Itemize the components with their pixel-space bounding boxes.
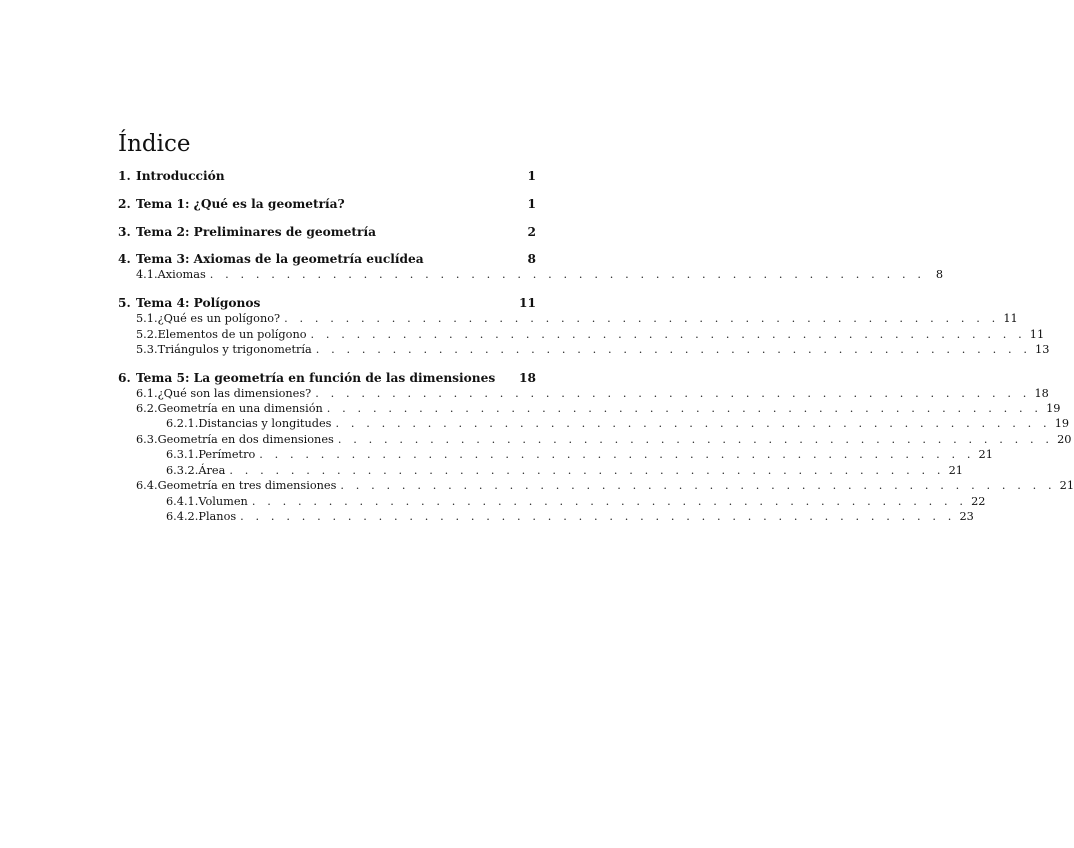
- toc-label: Tema 2: Preliminares de geometría: [136, 225, 376, 239]
- leader-dots: . . . . . . . . . . . . . . . . . . . . . . . . . . . . . . . . . . . . . . . . . . . . . . .: [209, 268, 926, 281]
- toc-entry-5-3[interactable]: [136, 342, 1050, 358]
- toc-page-number: 8: [527, 252, 536, 266]
- toc-entry-2[interactable]: [118, 196, 536, 212]
- toc-entry-4[interactable]: [118, 251, 536, 267]
- toc-number: 6.1.: [136, 387, 158, 400]
- toc-page-number: 2: [527, 225, 536, 239]
- toc-number: 5.3.: [136, 343, 158, 356]
- toc-page-number: 21: [1059, 479, 1074, 492]
- toc-label: Geometría en una dimensión: [157, 402, 323, 415]
- leader-dots: . . . . . . . . . . . . . . . . . . . . . . . . . . . . . . . . . . . . . . . . . . . . . . .: [315, 387, 1031, 400]
- toc-entry-5[interactable]: [118, 295, 536, 311]
- toc-entry-6-3-2[interactable]: [166, 463, 963, 479]
- toc-number: 6.3.: [136, 433, 158, 446]
- toc-label: Planos: [198, 510, 237, 523]
- toc-page-number: 11: [519, 296, 536, 310]
- toc-entry-5-1[interactable]: [136, 311, 1018, 327]
- toc-entry-6[interactable]: [118, 370, 536, 386]
- toc-entry-6-2-1[interactable]: [166, 416, 1070, 432]
- toc-page-number: 18: [1034, 387, 1049, 400]
- toc-entry-1[interactable]: [118, 168, 536, 184]
- toc-page-number: 19: [1046, 402, 1061, 415]
- toc-label: ¿Qué son las dimensiones?: [157, 387, 312, 400]
- toc-page-number: 11: [1003, 312, 1018, 325]
- leader-dots: . . . . . . . . . . . . . . . . . . . . . . . . . . . . . . . . . . . . . . . . . . . . . . .: [259, 448, 975, 461]
- toc-entry-3[interactable]: [118, 224, 536, 240]
- toc-label: ¿Qué es un polígono?: [157, 312, 281, 325]
- toc-label: Elementos de un polígono: [157, 328, 307, 341]
- toc-number: 1.: [118, 169, 131, 183]
- toc-page-number: 21: [948, 464, 963, 477]
- toc-label: Tema 4: Polígonos: [136, 296, 261, 310]
- toc-label: Distancias y longitudes: [198, 417, 332, 430]
- toc-number: 6.4.: [136, 479, 158, 492]
- toc-number: 3.: [118, 225, 131, 239]
- toc-label: Introducción: [136, 169, 225, 183]
- toc-entry-6-4-1[interactable]: [166, 494, 986, 510]
- toc-number: 6.3.1.: [166, 448, 199, 461]
- toc-number: 6.4.1.: [166, 495, 199, 508]
- toc-page-number: 13: [1035, 343, 1050, 356]
- toc-label: Axiomas: [157, 268, 206, 281]
- leader-dots: . . . . . . . . . . . . . . . . . . . . . . . . . . . . . . . . . . . . . . . . . . . . . . .: [340, 479, 1056, 492]
- toc-entry-6-2[interactable]: [136, 401, 1061, 417]
- toc-label: Volumen: [198, 495, 248, 508]
- toc-label: Tema 1: ¿Qué es la geometría?: [136, 197, 345, 211]
- toc-page-number: 23: [959, 510, 974, 523]
- toc-number: 5.2.: [136, 328, 158, 341]
- toc-page-number: 22: [971, 495, 986, 508]
- leader-dots: . . . . . . . . . . . . . . . . . . . . . . . . . . . . . . . . . . . . . . . . . . . . . . .: [326, 402, 1043, 415]
- leader-dots: . . . . . . . . . . . . . . . . . . . . . . . . . . . . . . . . . . . . . . . . . . . . . . .: [315, 343, 1032, 356]
- toc-entry-6-3-1[interactable]: [166, 447, 993, 463]
- toc-page-number: 19: [1054, 417, 1070, 430]
- page-title: Índice: [118, 131, 191, 157]
- toc-page-number: 20: [1057, 433, 1072, 446]
- toc-page-number: 11: [1029, 328, 1045, 341]
- leader-dots: . . . . . . . . . . . . . . . . . . . . . . . . . . . . . . . . . . . . . . . . . . . . . . .: [284, 312, 1000, 325]
- leader-dots: . . . . . . . . . . . . . . . . . . . . . . . . . . . . . . . . . . . . . . . . . . . . . . .: [229, 464, 945, 477]
- toc-label: Triángulos y trigonometría: [157, 343, 312, 356]
- toc-number: 5.: [118, 296, 131, 310]
- toc-number: 5.1.: [136, 312, 158, 325]
- toc-entry-5-2[interactable]: [136, 327, 1045, 343]
- leader-dots: . . . . . . . . . . . . . . . . . . . . . . . . . . . . . . . . . . . . . . . . . . . . . . .: [240, 510, 956, 523]
- toc-number: 2.: [118, 197, 131, 211]
- toc-entry-6-3[interactable]: [136, 432, 1072, 448]
- toc-label: Geometría en dos dimensiones: [157, 433, 334, 446]
- toc-number: 6.2.1.: [166, 417, 199, 430]
- toc-page-number: 18: [519, 371, 536, 385]
- toc-page-number: 1: [527, 197, 536, 211]
- toc-entry-6-4-2[interactable]: [166, 509, 974, 525]
- toc-label: Tema 5: La geometría en función de las dimensiones: [136, 371, 496, 385]
- toc-page-number: 8: [935, 268, 944, 281]
- toc-page-number: 1: [527, 169, 536, 183]
- leader-dots: . . . . . . . . . . . . . . . . . . . . . . . . . . . . . . . . . . . . . . . . . . . . . . .: [337, 433, 1054, 446]
- toc-number: 6.2.: [136, 402, 158, 415]
- toc-label: Tema 3: Axiomas de la geometría euclídea: [136, 252, 424, 266]
- toc-entry-4-1[interactable]: [136, 267, 944, 283]
- leader-dots: . . . . . . . . . . . . . . . . . . . . . . . . . . . . . . . . . . . . . . . . . . . . . . .: [310, 328, 1026, 341]
- toc-number: 4.1.: [136, 268, 158, 281]
- toc-page-number: 21: [978, 448, 993, 461]
- toc-number: 6.: [118, 371, 131, 385]
- toc-label: Perímetro: [198, 448, 256, 461]
- toc-number: 4.: [118, 252, 131, 266]
- toc-entry-6-4[interactable]: [136, 478, 1074, 494]
- toc-label: Geometría en tres dimensiones: [157, 479, 337, 492]
- toc-number: 6.4.2.: [166, 510, 199, 523]
- toc-label: Área: [198, 464, 226, 477]
- leader-dots: . . . . . . . . . . . . . . . . . . . . . . . . . . . . . . . . . . . . . . . . . . . . . . .: [335, 417, 1051, 430]
- toc-number: 6.3.2.: [166, 464, 199, 477]
- toc-entry-6-1[interactable]: [136, 386, 1049, 402]
- leader-dots: . . . . . . . . . . . . . . . . . . . . . . . . . . . . . . . . . . . . . . . . . . . . . . .: [251, 495, 968, 508]
